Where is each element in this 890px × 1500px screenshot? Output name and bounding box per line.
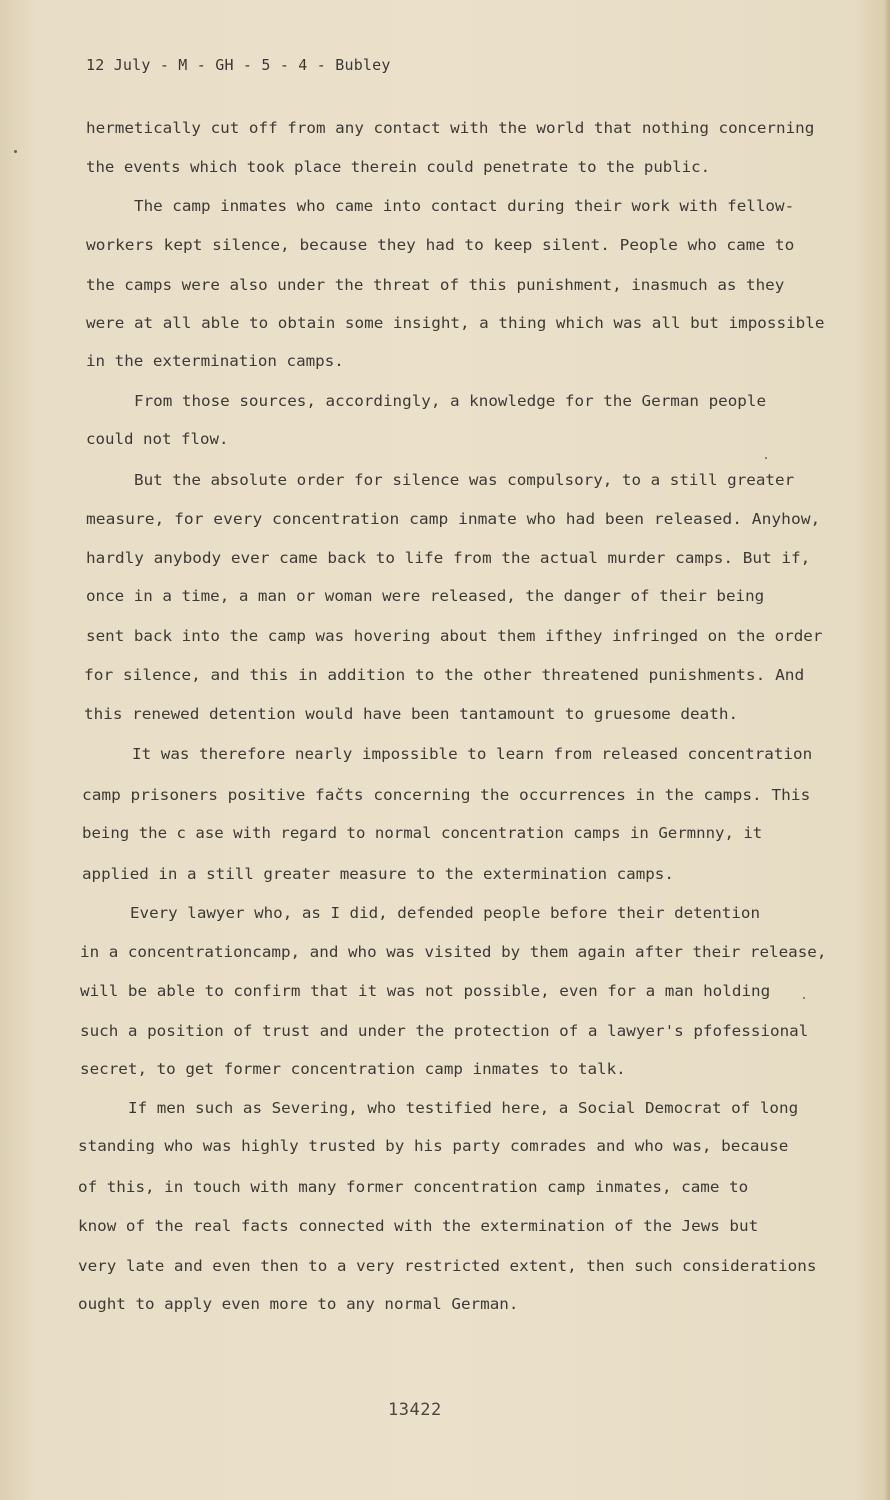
page-header: 12 July - M - GH - 5 - 4 - Bubley [86, 56, 391, 74]
text-line: From those sources, accordingly, a knowledge for the German people [134, 392, 767, 410]
text-line: once in a time, a man or woman were released, the danger of their being [86, 587, 765, 605]
text-line: know of the real facts connected with the extermination of the Jews but [78, 1217, 759, 1235]
text-line: this renewed detention would have been tantamount to gruesome death. [84, 705, 739, 723]
text-line: Every lawyer who, as I did, defended people before their detention [130, 904, 761, 922]
text-line: hermetically cut off from any contact with the world that nothing concerning [86, 119, 815, 137]
text-line: in a concentrationcamp, and who was visited by them again after their release, [80, 943, 827, 961]
text-line: very late and even then to a very restricted extent, then such considerations [78, 1257, 817, 1275]
text-line: were at all able to obtain some insight, a thing which was all but impossible [86, 314, 825, 332]
text-line: the events which took place therein could penetrate to the public. [86, 158, 711, 176]
text-line: ought to apply even more to any normal German. [78, 1295, 519, 1313]
paper-speck [14, 150, 17, 153]
text-line: The camp inmates who came into contact during their work with fellow- [134, 197, 795, 215]
text-line: hardly anybody ever came back to life from the actual murder camps. But if, [86, 549, 811, 567]
text-line: But the absolute order for silence was compulsory, to a still greater [134, 471, 795, 489]
text-line: being the c ase with regard to normal concentration camps in Germnny, it [82, 824, 763, 842]
text-line: could not flow. [86, 430, 229, 448]
page-number: 13422 [388, 1400, 442, 1420]
text-line: standing who was highly trusted by his party comrades and who was, because [78, 1137, 789, 1155]
text-line: will be able to confirm that it was not possible, even for a man holding [80, 982, 771, 1000]
text-line: such a position of trust and under the protection of a lawyer's pfofessional [80, 1022, 809, 1040]
text-line: sent back into the camp was hovering about them ifthey infringed on the order [86, 627, 823, 645]
paper-speck [803, 997, 805, 999]
text-line: camp prisoners positive fačts concerning the occurrences in the camps. This [82, 786, 811, 804]
text-line: If men such as Severing, who testified here, a Social Democrat of long [128, 1099, 799, 1117]
text-line: of this, in touch with many former concentration camp inmates, came to [78, 1178, 749, 1196]
text-line: It was therefore nearly impossible to learn from released concentration [132, 745, 813, 763]
text-line: the camps were also under the threat of this punishment, inasmuch as they [86, 276, 785, 294]
text-line: secret, to get former concentration camp inmates to talk. [80, 1060, 626, 1078]
text-line: in the extermination camps. [86, 352, 344, 370]
paper-speck [765, 457, 767, 459]
text-line: measure, for every concentration camp inmate who had been released. Anyhow, [86, 510, 821, 528]
text-line: applied in a still greater measure to the extermination camps. [82, 865, 674, 883]
text-line: for silence, and this in addition to the other threatened punishments. And [84, 666, 805, 684]
text-line: workers kept silence, because they had to keep silent. People who came to [86, 236, 795, 254]
